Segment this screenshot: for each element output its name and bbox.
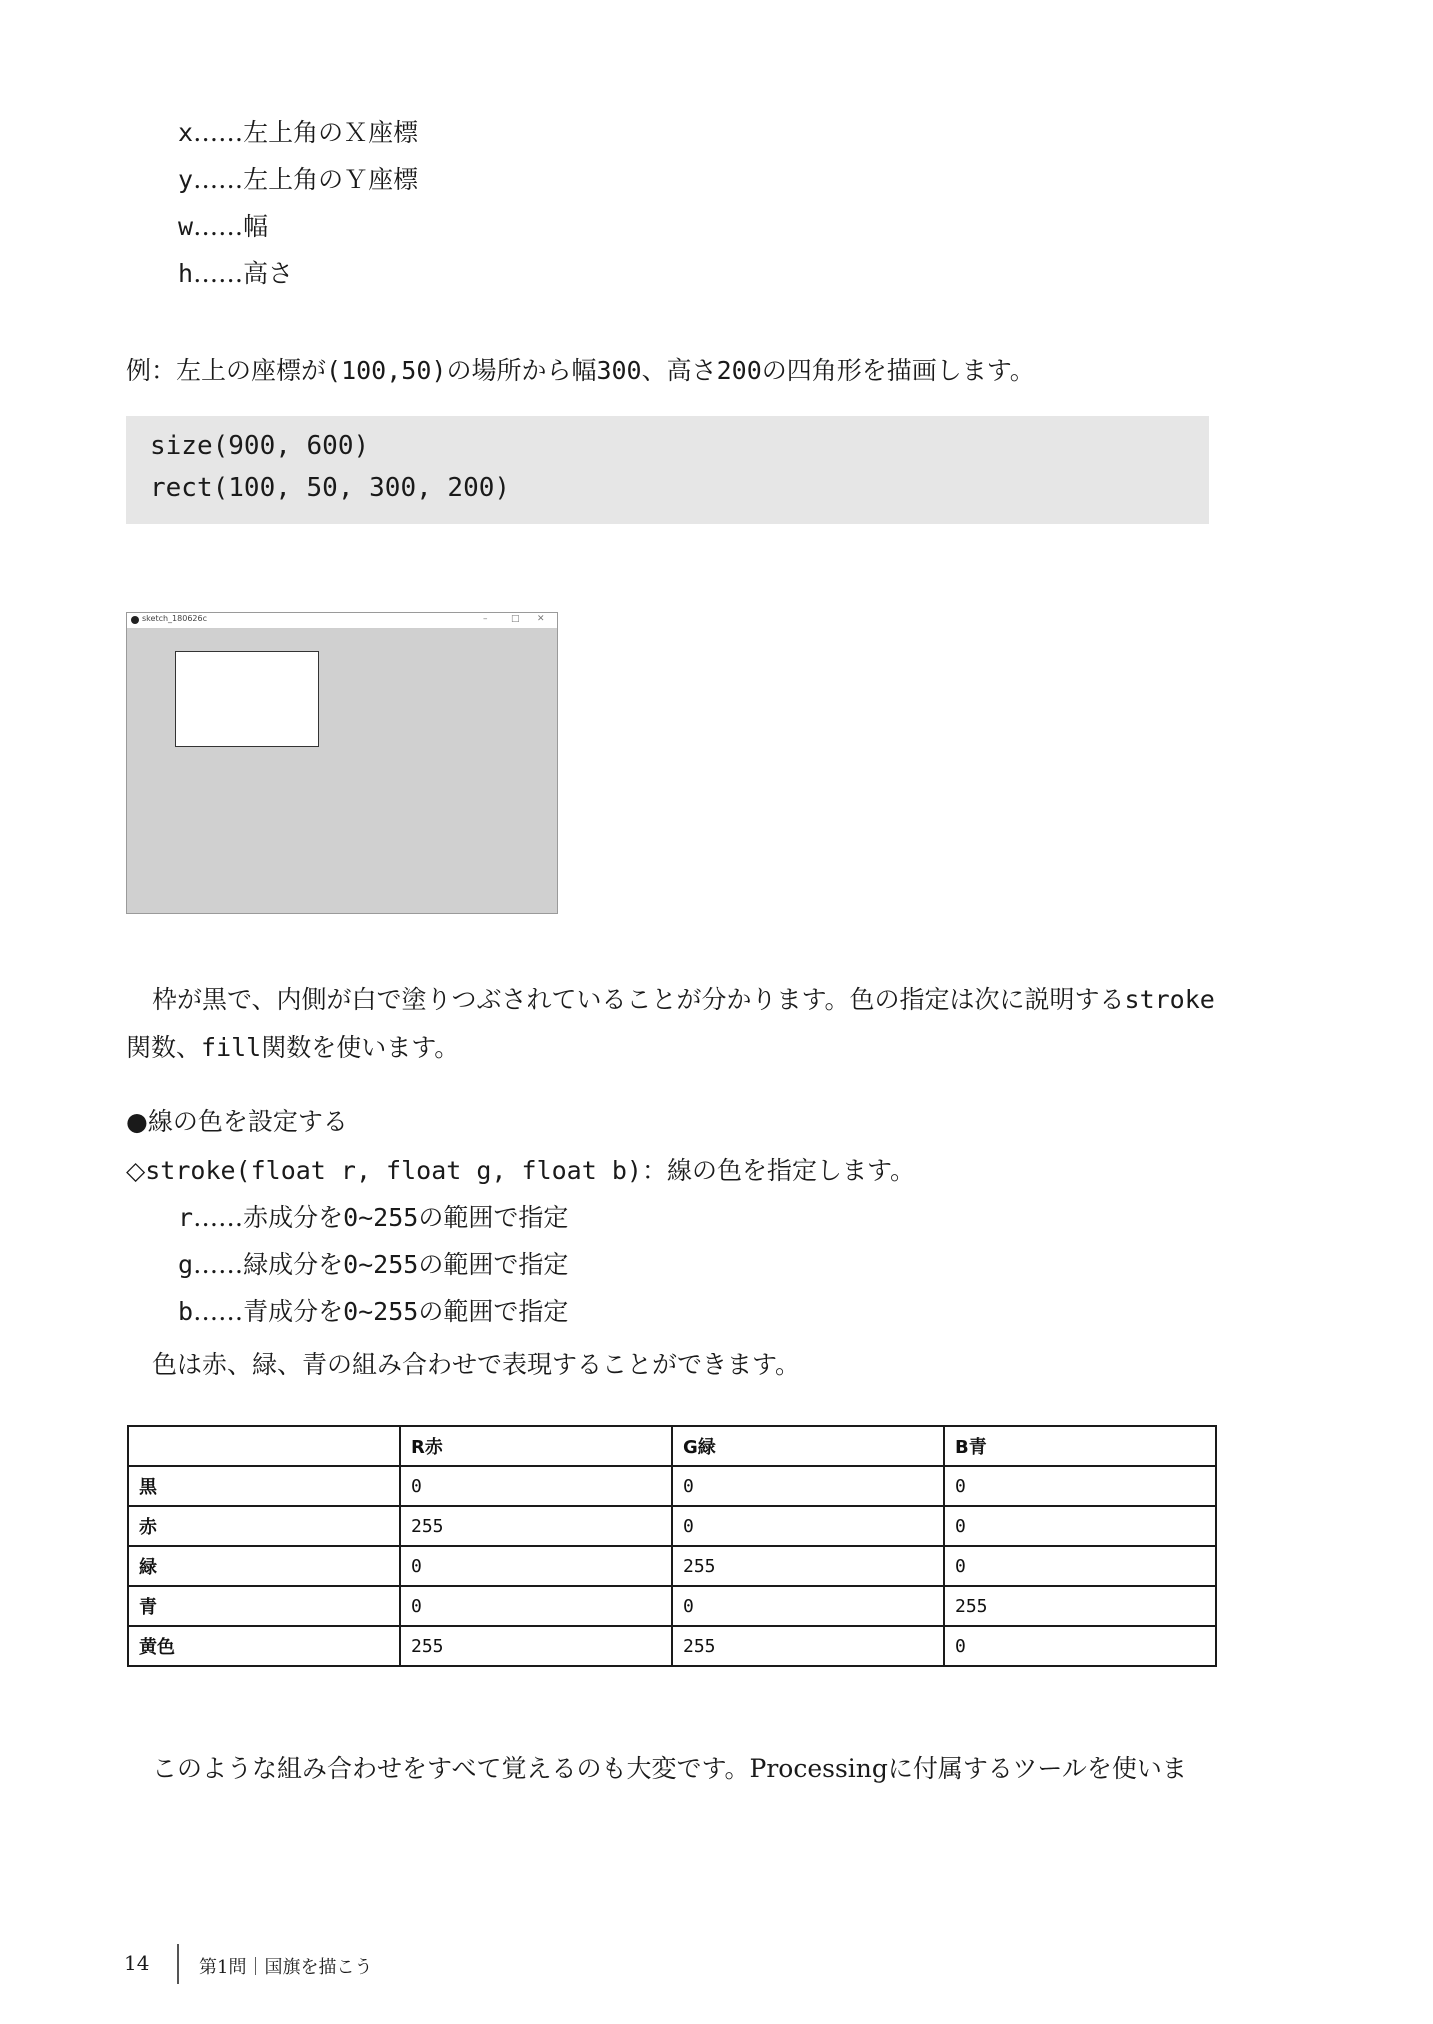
table-row	[128, 1466, 1216, 1506]
row-label: 黄色	[128, 1626, 400, 1666]
param-desc: 赤成分を	[243, 1203, 344, 1232]
bullet-icon: ●	[126, 1107, 148, 1136]
param-dots: ……	[193, 1297, 244, 1326]
closing-paragraph: このような組み合わせをすべて覚えるのも大変です。Processingに付属するツールを使いま	[152, 1754, 1187, 1783]
example-sentence	[126, 354, 1035, 388]
param-dots: ……	[193, 165, 244, 194]
page-number: 14	[124, 1951, 150, 1975]
param-name: x	[178, 118, 194, 147]
explain-code-stroke: stroke	[1124, 985, 1215, 1014]
section-heading	[126, 1105, 348, 1139]
param-desc: の範囲で指定	[418, 1297, 569, 1326]
param-desc: の範囲で指定	[418, 1203, 569, 1232]
param-dots: ……	[193, 212, 244, 241]
example-prefix: 例：左上の座標が	[126, 356, 327, 385]
table-row	[128, 1506, 1216, 1546]
rgb-color-table	[127, 1425, 1217, 1667]
param-desc: 青成分を	[243, 1297, 344, 1326]
param-desc: 左上角のＹ座標	[243, 165, 419, 194]
example-suffix: の四角形を描画します。	[761, 356, 1035, 385]
footer-divider	[177, 1944, 179, 1984]
param-name: h	[178, 259, 194, 288]
table-row	[128, 1626, 1216, 1666]
table-cell: 255	[672, 1626, 944, 1666]
table-cell: 0	[944, 1506, 1216, 1546]
table-row	[128, 1586, 1216, 1626]
example-mid1: の場所から幅	[446, 356, 597, 385]
code-line: size(900, 600)	[150, 431, 370, 461]
window-title: sketch_180626c	[142, 614, 207, 623]
param-name: b	[178, 1297, 194, 1326]
table-cell: 255	[672, 1546, 944, 1586]
function-signature	[126, 1154, 915, 1188]
table-cell: 0	[400, 1586, 672, 1626]
param-range: 0~255	[343, 1203, 419, 1232]
minimize-icon: –	[483, 614, 488, 624]
param-dots: ……	[193, 1250, 244, 1279]
table-cell: 0	[944, 1626, 1216, 1666]
param-name: w	[178, 212, 194, 241]
param-desc: 幅	[243, 212, 269, 241]
explain-text-2: 関数、	[126, 1033, 202, 1062]
table-cell: 0	[944, 1466, 1216, 1506]
table-cell: 255	[944, 1586, 1216, 1626]
explanation-paragraph	[126, 976, 1216, 1072]
table-row	[128, 1546, 1216, 1586]
param-x-line	[178, 116, 418, 150]
table-cell: 0	[400, 1466, 672, 1506]
explain-text-3: 関数を使います。	[261, 1033, 460, 1062]
table-header-cell: R赤	[400, 1426, 672, 1466]
param-dots: ……	[193, 118, 244, 147]
row-label: 青	[128, 1586, 400, 1626]
maximize-icon: □	[511, 614, 520, 624]
param-dots: ……	[193, 1203, 244, 1232]
param-dots: ……	[193, 259, 244, 288]
param-g-line	[178, 1248, 568, 1282]
signature-desc: ：線の色を指定します。	[641, 1156, 915, 1185]
chapter-title: 第1問｜国旗を描こう	[199, 1957, 373, 1978]
window-titlebar	[127, 613, 557, 629]
param-desc: 左上角のＸ座標	[243, 118, 419, 147]
param-desc: 高さ	[243, 259, 294, 288]
param-desc: の範囲で指定	[418, 1250, 569, 1279]
row-label: 赤	[128, 1506, 400, 1546]
sketch-window-screenshot	[126, 612, 558, 914]
example-width: 300	[596, 356, 642, 385]
table-cell: 255	[400, 1506, 672, 1546]
example-mid2: 、高さ	[641, 356, 717, 385]
param-name: g	[178, 1250, 194, 1279]
param-name: r	[178, 1203, 194, 1232]
param-h-line	[178, 257, 293, 291]
table-header-row	[128, 1426, 1216, 1466]
color-note: 色は赤、緑、青の組み合わせで表現することができます。	[152, 1350, 801, 1379]
table-cell: 0	[672, 1586, 944, 1626]
table-cell: 0	[672, 1506, 944, 1546]
table-header-cell: B青	[944, 1426, 1216, 1466]
param-y-line	[178, 163, 418, 197]
explain-code-fill: fill	[201, 1033, 262, 1062]
signature-code: stroke(float r, float g, float b)	[145, 1156, 642, 1185]
row-label: 黒	[128, 1466, 400, 1506]
code-block	[126, 416, 1209, 524]
diamond-icon: ◇	[126, 1156, 146, 1185]
param-range: 0~255	[343, 1297, 419, 1326]
table-cell: 255	[400, 1626, 672, 1666]
example-height: 200	[716, 356, 762, 385]
drawn-rectangle	[175, 651, 319, 747]
table-header-cell: G緑	[672, 1426, 944, 1466]
table-header-cell	[128, 1426, 400, 1466]
param-b-line	[178, 1295, 568, 1329]
param-range: 0~255	[343, 1250, 419, 1279]
code-line: rect(100, 50, 300, 200)	[150, 473, 511, 503]
close-icon: ✕	[537, 614, 545, 624]
param-w-line	[178, 210, 268, 244]
param-r-line	[178, 1201, 568, 1235]
param-name: y	[178, 165, 194, 194]
explain-text-1: 枠が黒で、内側が白で塗りつぶされていることが分かります。色の指定は次に説明する	[152, 985, 1125, 1014]
param-desc: 緑成分を	[243, 1250, 344, 1279]
processing-app-icon	[131, 616, 139, 624]
row-label: 緑	[128, 1546, 400, 1586]
table-cell: 0	[400, 1546, 672, 1586]
section-title: 線の色を設定する	[147, 1107, 348, 1136]
table-cell: 0	[672, 1466, 944, 1506]
example-coord: (100,50)	[326, 356, 447, 385]
table-cell: 0	[944, 1546, 1216, 1586]
